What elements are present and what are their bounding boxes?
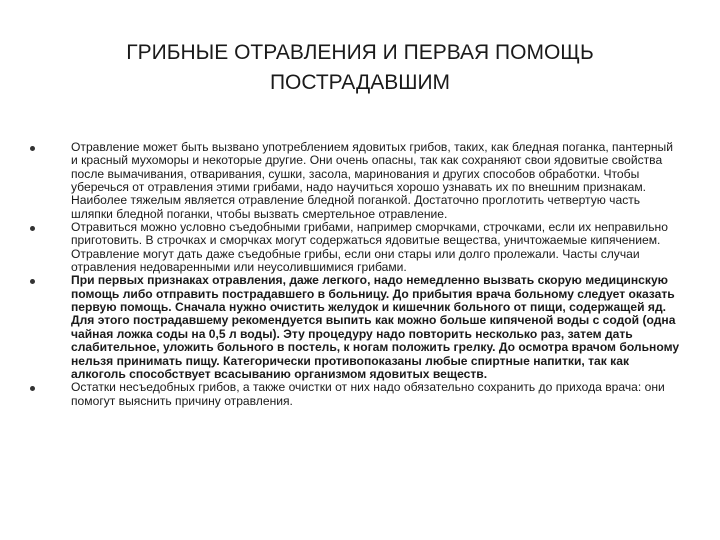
bullet-text-3: При первых признаках отравления, даже легкого, надо немедленно вызвать скорую медицинскую помощь либо отправить пострадавшего в больницу. До прибытия врача больному следует оказать первую помощь. Сначала нужно очистить желудок и кишечник больного от пищи, содержащей яд. Для этого пострадавшему рекомендуется выпить как можно больше кипяченой воды с содой (одна чайная ложка соды на 0,5 л воды). Эту процедуру надо повторить несколько раз, затем дать слабительное, уложить больного в постель, к ногам положить грелку. До осмотра врачом больному нельзя принимать пищу. Категорически противопоказаны любые спиртные напитки, так как алкоголь способствует всасыванию организмом ядовитых веществ. <box>71 273 680 381</box>
bullet-1-paragraph-2: Наиболее тяжелым является отравление бледной поганкой. Достаточно проглотить четвертую часть шляпки бледной поганки, чтобы вызвать смертельное отравление. <box>71 193 641 221</box>
bullet-dot-icon <box>30 226 35 231</box>
bullet-item-4 <box>0 381 720 408</box>
bullet-item-3 <box>0 274 720 381</box>
bullet-item-1 <box>0 141 720 221</box>
bullet-item-2 <box>0 221 720 274</box>
bullet-dot-icon <box>30 386 35 391</box>
bullet-dot-icon <box>30 146 35 151</box>
slide-title-line-2: ПОСТРАДАВШИМ <box>269 71 451 94</box>
bullet-text-1 <box>71 141 683 221</box>
bullet-list <box>0 141 720 408</box>
slide-title-line-1: ГРИБНЫЕ ОТРАВЛЕНИЯ И ПЕРВАЯ ПОМОЩЬ <box>126 41 594 64</box>
bullet-dot-icon <box>30 279 35 284</box>
slide-title <box>40 38 680 98</box>
bullet-text-2: Отравиться можно условно съедобными грибами, например сморчками, строчками, если их неправильно приготовить. В строчках и сморчках могут содержаться ядовитые вещества, уничтожаемые кипячением. Отравление могут дать даже съедобные грибы, если они стары или долго пролежали. Часты случаи отравления недоваренными или неусолившимися грибами. <box>71 220 668 275</box>
bullet-text-4: Остатки несъедобных грибов, а также очистки от них надо обязательно сохранить до прихода врача: они помогут выяснить причину отравления. <box>71 380 665 408</box>
bullet-1-paragraph-1: Отравление может быть вызвано употреблением ядовитых грибов, таких, как бледная поганка, пантерный и красный мухоморы и некоторые другие. Они очень опасны, так как сохраняют свои ядовитые свойства после вымачивания, отваривания, сушки, засола, маринования и других способов обработки. Чтобы уберечься от отравления этими грибами, надо научиться хорошо узнавать их по внешним признакам. <box>71 140 673 195</box>
